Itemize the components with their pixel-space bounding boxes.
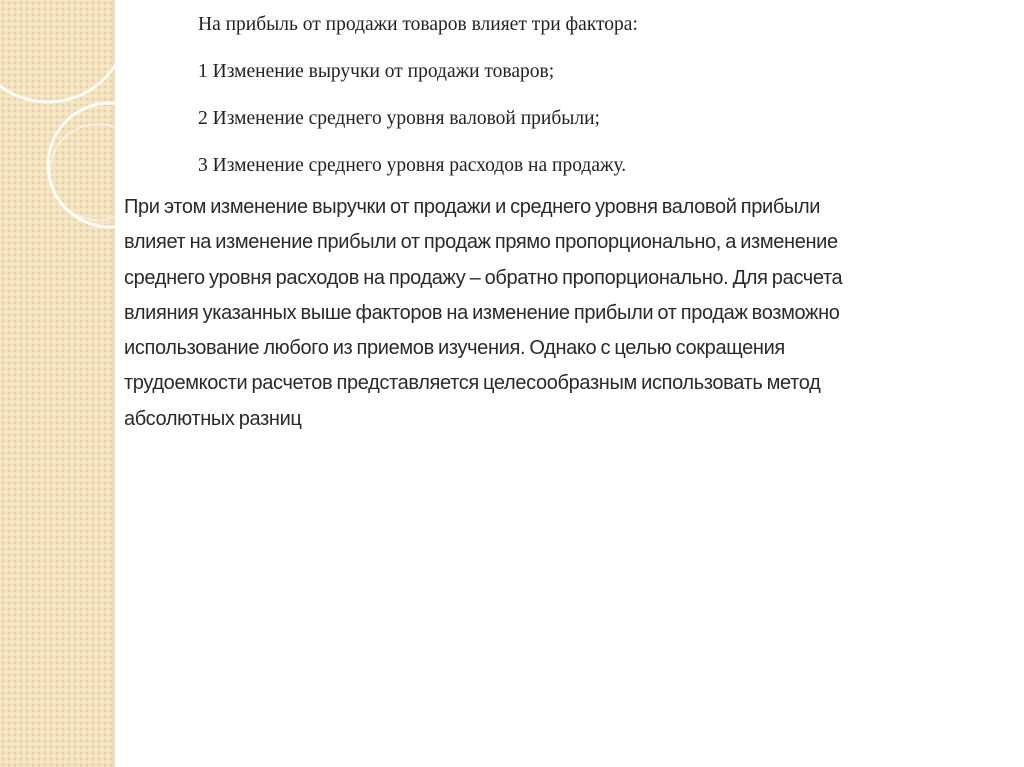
paragraph-line: среднего уровня расходов на продажу – обратно пропорционально. Для расчета [124, 266, 843, 289]
explanation-paragraph [124, 190, 994, 437]
factor-item-1: 1 Изменение выручки от продажи товаров; [198, 61, 555, 82]
small-ring [0, 0, 128, 102]
factor-item-3: 3 Изменение среднего уровня расходов на продажу. [198, 155, 627, 176]
factors-heading: На прибыль от продажи товаров влияет три фактора: [198, 14, 638, 35]
paragraph-line: использование любого из приемов изучения. Однако с целью сокращения [124, 337, 785, 360]
factor-item-2: 2 Изменение среднего уровня валовой прибыли; [198, 108, 600, 129]
paragraph-line: влияния указанных выше факторов на изменение прибыли от продаж возможно [124, 301, 840, 324]
paragraph-line: влияет на изменение прибыли от продаж прямо пропорционально, а изменение [124, 231, 838, 254]
factors-block [198, 10, 978, 198]
paragraph-line: трудоемкости расчетов представляется целесообразным использовать метод [124, 372, 821, 395]
paragraph-line: абсолютных разниц [124, 407, 302, 430]
paragraph-line: При этом изменение выручки от продажи и среднего уровня валовой прибыли [124, 196, 821, 218]
